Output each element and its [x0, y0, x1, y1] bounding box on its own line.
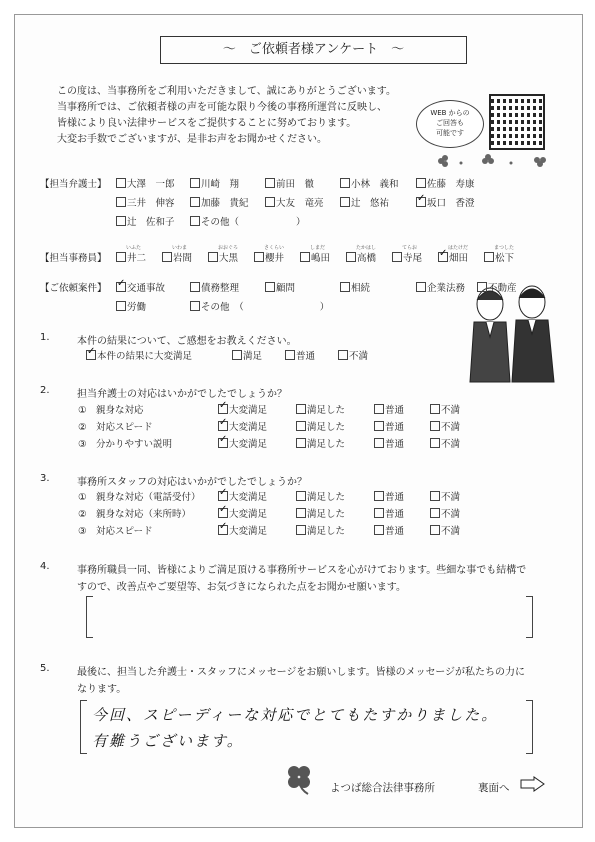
checkbox[interactable]	[116, 197, 126, 207]
q2-option[interactable]	[218, 419, 267, 433]
option-label: 不動産	[488, 283, 517, 294]
page-title: ～ ご依頼者様アンケート ～	[160, 36, 467, 64]
checkbox[interactable]	[430, 508, 440, 518]
q1-option[interactable]	[86, 348, 192, 362]
option-label: 満足	[243, 351, 263, 362]
case-option[interactable]	[116, 299, 146, 313]
option-label: 辻 悠祐	[351, 198, 390, 209]
q3-row-label: ① 親身な対応（電話受付）	[78, 492, 201, 503]
q1-option[interactable]	[285, 348, 315, 362]
lawyer-option[interactable]	[340, 195, 389, 209]
lawyer-option[interactable]	[265, 195, 324, 209]
checkbox[interactable]	[374, 508, 384, 518]
checkbox[interactable]	[265, 282, 275, 292]
checkbox[interactable]	[296, 404, 306, 414]
staff-option[interactable]	[162, 245, 193, 264]
option-label: 普通	[385, 492, 405, 503]
lawyer-option[interactable]	[416, 176, 475, 190]
case-section-label: 【ご依頼案件】	[40, 283, 107, 294]
q4-bracket-right	[526, 596, 533, 638]
option-label: 企業法務	[427, 283, 466, 294]
option-label: 不満	[441, 526, 461, 537]
checkbox[interactable]	[374, 404, 384, 414]
option-label: 寺尾	[403, 253, 423, 264]
checkbox[interactable]	[340, 197, 350, 207]
q4-text-line-2: すので、改善点やご要望等、お気づきになられた点をお聞かせ願います。	[77, 582, 406, 593]
staff-option[interactable]	[392, 245, 423, 264]
checkbox[interactable]	[296, 525, 306, 535]
checkbox[interactable]	[484, 252, 494, 262]
checkbox[interactable]	[86, 350, 96, 360]
checkbox[interactable]	[218, 491, 228, 501]
staff-illustration-icon	[468, 282, 560, 386]
checkbox[interactable]	[296, 421, 306, 431]
option-label: 交通事故	[127, 283, 166, 294]
lawyer-option[interactable]	[116, 214, 175, 228]
checkbox[interactable]	[296, 491, 306, 501]
intro-line-3: 皆様により良い法律サービスをご提供することに努めております。	[57, 118, 357, 129]
q3-option[interactable]	[296, 489, 345, 503]
option-label: 債務整理	[201, 283, 240, 294]
lawyer-option[interactable]	[340, 176, 399, 190]
option-label: 大変満足	[229, 439, 268, 450]
checkbox[interactable]	[374, 438, 384, 448]
option-label: 畑田	[449, 253, 469, 264]
option-label: 大変満足	[229, 405, 268, 416]
q3-option[interactable]	[218, 506, 267, 520]
option-label: 普通	[385, 439, 405, 450]
q3-option[interactable]	[374, 489, 404, 503]
option-label: 大変満足	[229, 526, 268, 537]
option-label: その他（ ）	[201, 217, 306, 228]
q5-bracket-left	[80, 700, 87, 754]
q5-answer-line-2[interactable]: 有難うございます。	[92, 732, 244, 750]
checkbox[interactable]	[218, 404, 228, 414]
option-label: 満足した	[307, 526, 346, 537]
option-label: 満足した	[307, 492, 346, 503]
q2-number: 2.	[40, 385, 50, 396]
option-label: 不満	[349, 351, 369, 362]
checkbox[interactable]	[430, 525, 440, 535]
q5-bracket-right	[526, 700, 533, 754]
checkbox[interactable]	[190, 216, 200, 226]
q5-answer-line-1[interactable]: 今回、スピーディーな対応でとてもたすかりました。	[92, 706, 499, 724]
lawyer-option[interactable]	[190, 195, 249, 209]
staff-ruby: さくらい	[264, 245, 285, 251]
q2-option[interactable]	[430, 436, 460, 450]
qr-code[interactable]	[489, 94, 545, 150]
q2-option[interactable]	[374, 419, 404, 433]
staff-ruby: いふた	[126, 245, 142, 251]
checkbox[interactable]	[374, 525, 384, 535]
option-label: 普通	[385, 509, 405, 520]
case-option[interactable]	[190, 299, 329, 313]
staff-option[interactable]	[116, 245, 147, 264]
lawyer-section-label: 【担当弁護士】	[40, 179, 107, 190]
option-label: 顧問	[276, 283, 296, 294]
option-label: 三井 伸容	[127, 198, 175, 209]
option-label: 満足した	[307, 509, 346, 520]
checkbox[interactable]	[190, 282, 200, 292]
lawyer-option[interactable]	[416, 195, 475, 209]
checkbox[interactable]	[116, 178, 126, 188]
checkbox[interactable]	[430, 491, 440, 501]
lawyer-option[interactable]	[190, 176, 239, 190]
option-label: 本件の結果に大変満足	[97, 351, 193, 362]
q3-text: 事務所スタッフの対応はいかがでしたでしょうか？	[77, 477, 307, 488]
option-label: 不満	[441, 492, 461, 503]
checkbox[interactable]	[218, 525, 228, 535]
checkbox[interactable]	[265, 178, 275, 188]
option-label: 労働	[127, 302, 147, 313]
q3-row-label: ② 親身な対応（来所時）	[78, 509, 192, 520]
q3-option[interactable]	[374, 506, 404, 520]
checkbox[interactable]	[477, 282, 487, 292]
arrow-right-icon[interactable]	[520, 776, 546, 792]
intro-line-2: 当事務所では、ご依頼者様の声を可能な限り今後の事務所運営に反映し、	[57, 102, 387, 113]
option-label: その他 （ ）	[201, 302, 330, 313]
option-label: 井二	[127, 253, 147, 264]
checkbox[interactable]	[285, 350, 295, 360]
intro-line-1: この度は、当事務所をご利用いただきまして、誠にありがとうございます。	[57, 86, 396, 97]
q2-row-label: ② 対応スピード	[78, 422, 153, 433]
option-label: 高橋	[357, 253, 377, 264]
checkbox[interactable]	[116, 252, 126, 262]
clover-logo-icon	[284, 762, 314, 796]
option-label: 普通	[296, 351, 316, 362]
checkbox[interactable]	[190, 178, 200, 188]
q2-option[interactable]	[296, 436, 345, 450]
option-label: 満足した	[307, 422, 346, 433]
checkbox[interactable]	[190, 197, 200, 207]
checkbox[interactable]	[218, 421, 228, 431]
staff-ruby: おおぐろ	[218, 245, 239, 251]
checkbox[interactable]	[340, 178, 350, 188]
q3-option[interactable]	[218, 489, 267, 503]
q2-option[interactable]	[218, 436, 267, 450]
case-option[interactable]	[340, 280, 370, 294]
checkbox[interactable]	[218, 508, 228, 518]
option-label: 嶋田	[311, 253, 331, 264]
checkbox[interactable]	[430, 438, 440, 448]
checkbox[interactable]	[374, 421, 384, 431]
q2-option[interactable]	[218, 402, 267, 416]
checkbox[interactable]	[430, 421, 440, 431]
option-label: 岩間	[173, 253, 193, 264]
option-label: 佐藤 寿康	[427, 179, 475, 190]
q3-option[interactable]	[430, 523, 460, 537]
option-label: 川崎 翔	[201, 179, 240, 190]
option-label: 小林 義和	[351, 179, 399, 190]
clover-decoration-icon	[435, 152, 555, 170]
q1-option[interactable]	[232, 348, 262, 362]
option-label: 普通	[385, 526, 405, 537]
option-label: 大澤 一郎	[127, 179, 175, 190]
option-label: 大変満足	[229, 509, 268, 520]
option-label: 不満	[441, 422, 461, 433]
option-label: 普通	[385, 422, 405, 433]
staff-option[interactable]	[438, 245, 469, 264]
q3-row-label: ③ 対応スピード	[78, 526, 153, 537]
option-label: 相続	[351, 283, 371, 294]
q5-text-line-2: なります。	[77, 684, 127, 695]
checkbox[interactable]	[438, 252, 448, 262]
staff-ruby: いわま	[172, 245, 188, 251]
q2-option[interactable]	[374, 402, 404, 416]
q2-option[interactable]	[374, 436, 404, 450]
q4-bracket-left	[86, 596, 93, 638]
option-label: 辻 佐和子	[127, 217, 175, 228]
case-option[interactable]	[190, 280, 239, 294]
firm-name: よつば総合法律事務所	[330, 782, 435, 794]
staff-ruby: たかはし	[356, 245, 377, 251]
staff-option[interactable]	[484, 245, 515, 264]
checkbox[interactable]	[416, 282, 426, 292]
staff-ruby: はたけだ	[448, 245, 469, 251]
checkbox[interactable]	[340, 282, 350, 292]
q3-option[interactable]	[374, 523, 404, 537]
staff-option[interactable]	[254, 245, 285, 264]
q2-row-label: ① 親身な対応	[78, 405, 144, 416]
option-label: 櫻井	[265, 253, 285, 264]
option-label: 普通	[385, 405, 405, 416]
q3-option[interactable]	[430, 506, 460, 520]
option-label: 不満	[441, 405, 461, 416]
option-label: 加藤 貴紀	[201, 198, 249, 209]
checkbox[interactable]	[392, 252, 402, 262]
q5-text-line-1: 最後に、担当した弁護士・スタッフにメッセージをお願いします。皆様のメッセージが私たちの力に	[77, 667, 525, 678]
option-label: 松下	[495, 253, 515, 264]
bubble-line-1: WEB からの	[430, 109, 470, 117]
q1-number: 1.	[40, 332, 50, 343]
bubble-line-2: ご回答も	[436, 119, 464, 127]
web-answer-bubble	[416, 100, 484, 148]
option-label: 満足した	[307, 405, 346, 416]
checkbox[interactable]	[265, 197, 275, 207]
lawyer-option[interactable]	[190, 214, 306, 228]
checkbox[interactable]	[416, 178, 426, 188]
q2-text: 担当弁護士の対応はいかがでしたでしょうか？	[77, 389, 287, 400]
option-label: 満足した	[307, 439, 346, 450]
checkbox[interactable]	[254, 252, 264, 262]
q2-row-label: ③ 分かりやすい説明	[78, 439, 173, 450]
q4-number: 4.	[40, 561, 50, 572]
checkbox[interactable]	[208, 252, 218, 262]
checkbox[interactable]	[116, 216, 126, 226]
checkbox[interactable]	[190, 301, 200, 311]
next-page-label[interactable]: 裏面へ	[478, 782, 510, 794]
q3-option[interactable]	[218, 523, 267, 537]
checkbox[interactable]	[232, 350, 242, 360]
q2-option[interactable]	[430, 402, 460, 416]
option-label: 大友 竜亮	[276, 198, 324, 209]
q1-text: 本件の結果について、ご感想をお教えください。	[77, 336, 297, 347]
checkbox[interactable]	[296, 438, 306, 448]
staff-ruby: てらお	[402, 245, 418, 251]
q3-option[interactable]	[296, 523, 345, 537]
lawyer-option[interactable]	[116, 195, 175, 209]
case-option[interactable]	[477, 280, 517, 294]
option-label: 不満	[441, 509, 461, 520]
checkbox[interactable]	[416, 197, 426, 207]
q3-number: 3.	[40, 473, 50, 484]
q4-text-line-1: 事務所職員一同、皆様によりご満足頂ける事務所サービスを心がけております。些細な事でも結構で	[77, 565, 527, 576]
checkbox[interactable]	[430, 404, 440, 414]
option-label: 大変満足	[229, 422, 268, 433]
staff-option[interactable]	[208, 245, 239, 264]
staff-ruby: まつした	[494, 245, 515, 251]
checkbox[interactable]	[296, 508, 306, 518]
q2-option[interactable]	[296, 419, 345, 433]
checkbox[interactable]	[346, 252, 356, 262]
staff-section-label: 【担当事務員】	[40, 253, 107, 264]
q4-answer-field[interactable]	[96, 600, 522, 634]
checkbox[interactable]	[338, 350, 348, 360]
q5-number: 5.	[40, 663, 50, 674]
intro-line-4: 大変お手数でございますが、是非お声をお聞かせください。	[57, 134, 327, 145]
checkbox[interactable]	[162, 252, 172, 262]
bubble-line-3: 可能です	[436, 129, 464, 137]
case-option[interactable]	[416, 280, 465, 294]
q3-option[interactable]	[296, 506, 345, 520]
q3-option[interactable]	[430, 489, 460, 503]
lawyer-option[interactable]	[265, 176, 314, 190]
option-label: 大黒	[219, 253, 239, 264]
staff-option[interactable]	[300, 245, 331, 264]
q2-option[interactable]	[296, 402, 345, 416]
q2-option[interactable]	[430, 419, 460, 433]
checkbox[interactable]	[116, 282, 126, 292]
option-label: 前田 徹	[276, 179, 315, 190]
checkbox[interactable]	[116, 301, 126, 311]
lawyer-option[interactable]	[116, 176, 175, 190]
staff-option[interactable]	[346, 245, 377, 264]
case-option[interactable]	[265, 280, 295, 294]
case-option[interactable]	[116, 280, 165, 294]
option-label: 不満	[441, 439, 461, 450]
checkbox[interactable]	[300, 252, 310, 262]
staff-ruby: しまだ	[310, 245, 326, 251]
option-label: 大変満足	[229, 492, 268, 503]
checkbox[interactable]	[374, 491, 384, 501]
checkbox[interactable]	[218, 438, 228, 448]
option-label: 坂口 香澄	[427, 198, 475, 209]
q1-option[interactable]	[338, 348, 368, 362]
